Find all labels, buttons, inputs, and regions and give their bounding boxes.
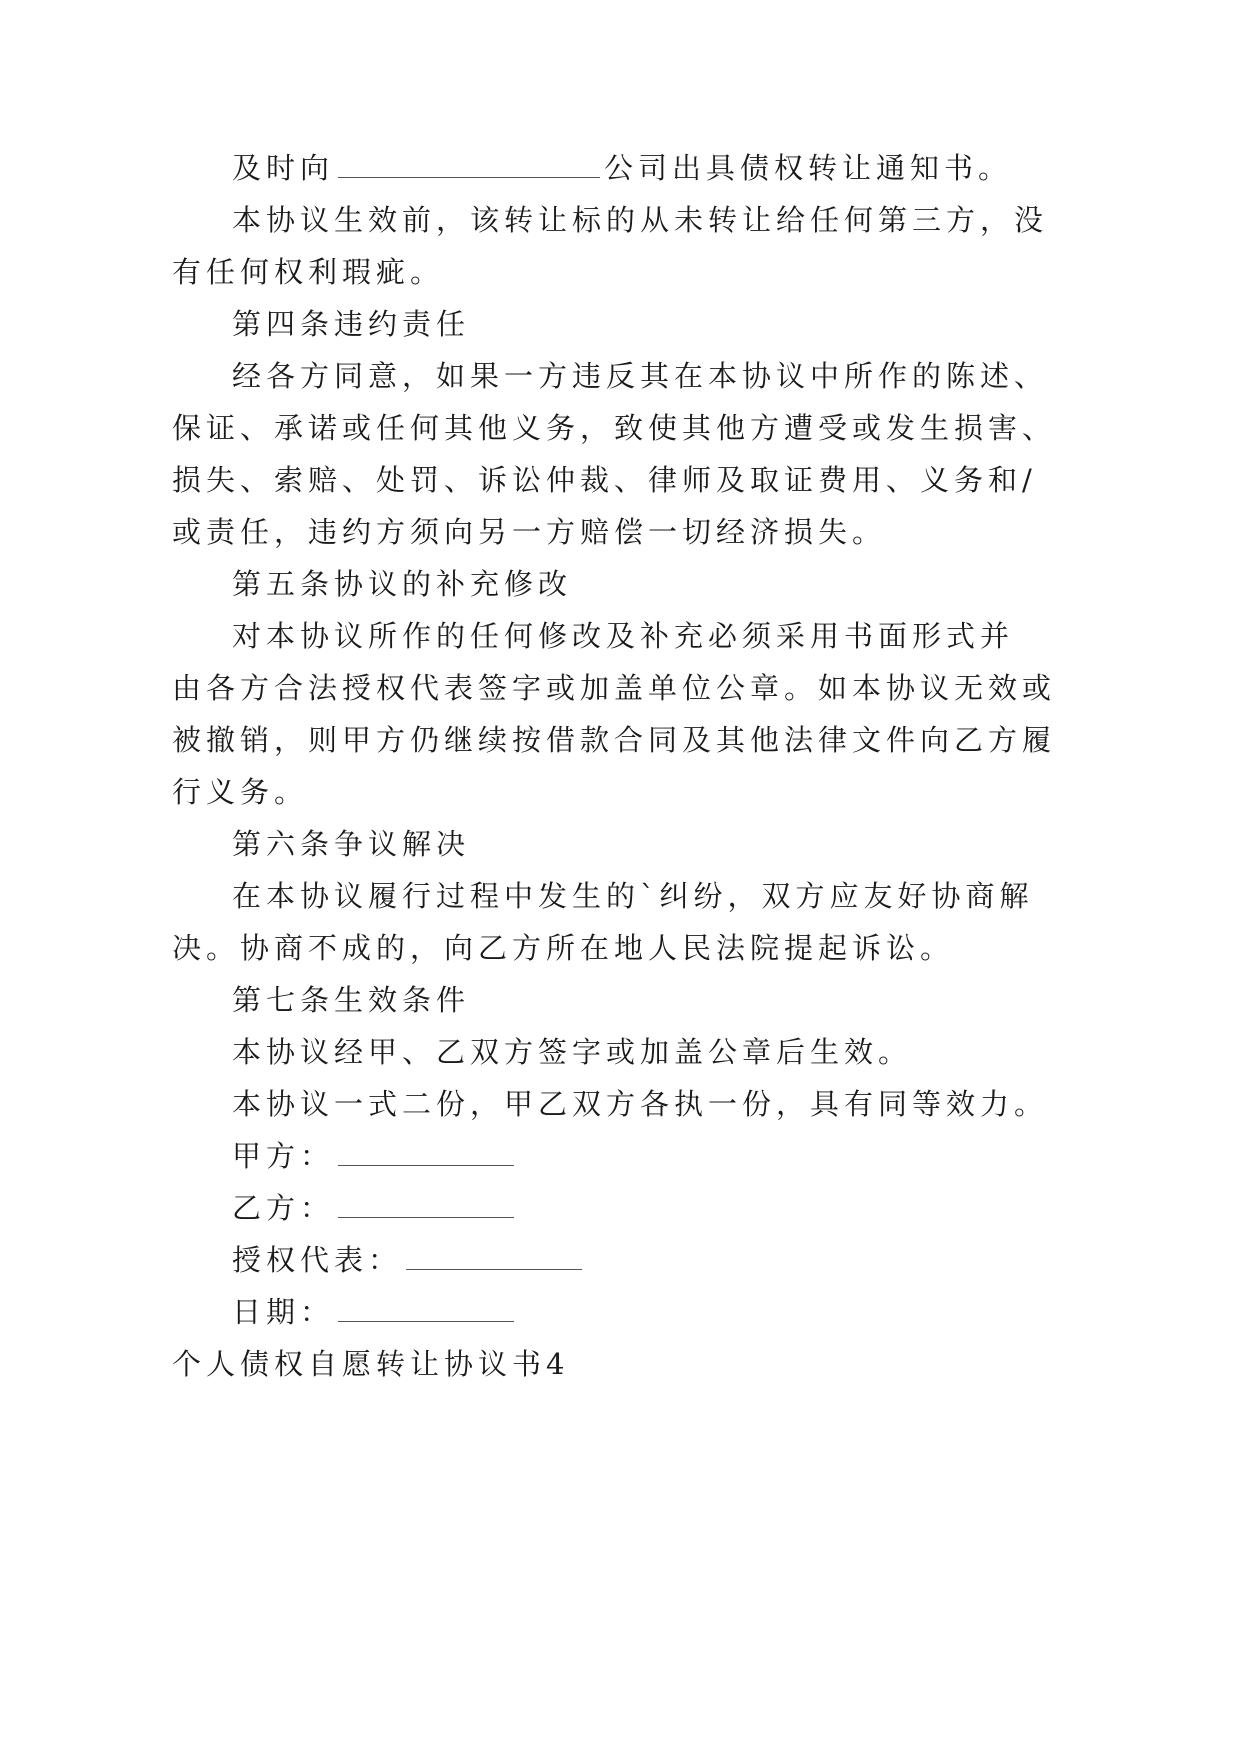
- paragraph-line: 被撤销，则甲方仍继续按借款合同及其他法律文件向乙方履: [172, 723, 1057, 757]
- signature-line-party-b: [232, 1188, 518, 1228]
- section-heading: 第四条违约责任: [232, 307, 471, 341]
- representative-blank[interactable]: [406, 1241, 582, 1270]
- field-label: 甲方：: [232, 1139, 335, 1173]
- paragraph-line: 在本协议履行过程中发生的`纠纷，双方应友好协商解: [232, 879, 1034, 913]
- text-segment: 及时向: [232, 151, 335, 185]
- paragraph-line: 本协议生效前，该转让标的从未转让给任何第三方，没: [232, 203, 1049, 237]
- paragraph-line: 由各方合法授权代表签字或加盖单位公章。如本协议无效或: [172, 671, 1057, 705]
- date-blank[interactable]: [338, 1293, 514, 1322]
- paragraph-line: 本协议一式二份，甲乙双方各执一份，具有同等效力。: [232, 1087, 1049, 1121]
- section-heading: 第六条争议解决: [232, 827, 471, 861]
- notice-line: [232, 148, 1012, 188]
- company-blank[interactable]: [338, 149, 600, 178]
- paragraph-line: 本协议经甲、乙双方签字或加盖公章后生效。: [232, 1035, 913, 1069]
- party-b-blank[interactable]: [338, 1189, 514, 1218]
- paragraph-line: 保证、承诺或任何其他义务，致使其他方遭受或发生损害、: [172, 411, 1057, 445]
- signature-line-date: [232, 1292, 518, 1332]
- paragraph-line: 经各方同意，如果一方违反其在本协议中所作的陈述、: [232, 359, 1049, 393]
- document-title: 个人债权自愿转让协议书4: [172, 1347, 570, 1381]
- section-heading: 第五条协议的补充修改: [232, 567, 573, 601]
- paragraph-line: 决。协商不成的，向乙方所在地人民法院提起诉讼。: [172, 931, 955, 965]
- party-a-blank[interactable]: [338, 1137, 514, 1166]
- signature-line-representative: [232, 1240, 586, 1280]
- signature-line-party-a: [232, 1136, 518, 1176]
- field-label: 日期：: [232, 1295, 335, 1329]
- paragraph-line: 行义务。: [172, 775, 309, 809]
- paragraph-line: 或责任，违约方须向另一方赔偿一切经济损失。: [172, 515, 887, 549]
- paragraph-line: 损失、索赔、处罚、诉讼仲裁、律师及取证费用、义务和/: [172, 463, 1037, 497]
- paragraph-line: 有任何权利瑕疵。: [172, 255, 445, 289]
- field-label: 授权代表：: [232, 1243, 403, 1277]
- section-heading: 第七条生效条件: [232, 983, 471, 1017]
- paragraph-line: 对本协议所作的任何修改及补充必须采用书面形式并: [232, 619, 1015, 653]
- text-segment: 公司出具债权转让通知书。: [604, 151, 1013, 185]
- field-label: 乙方：: [232, 1191, 335, 1225]
